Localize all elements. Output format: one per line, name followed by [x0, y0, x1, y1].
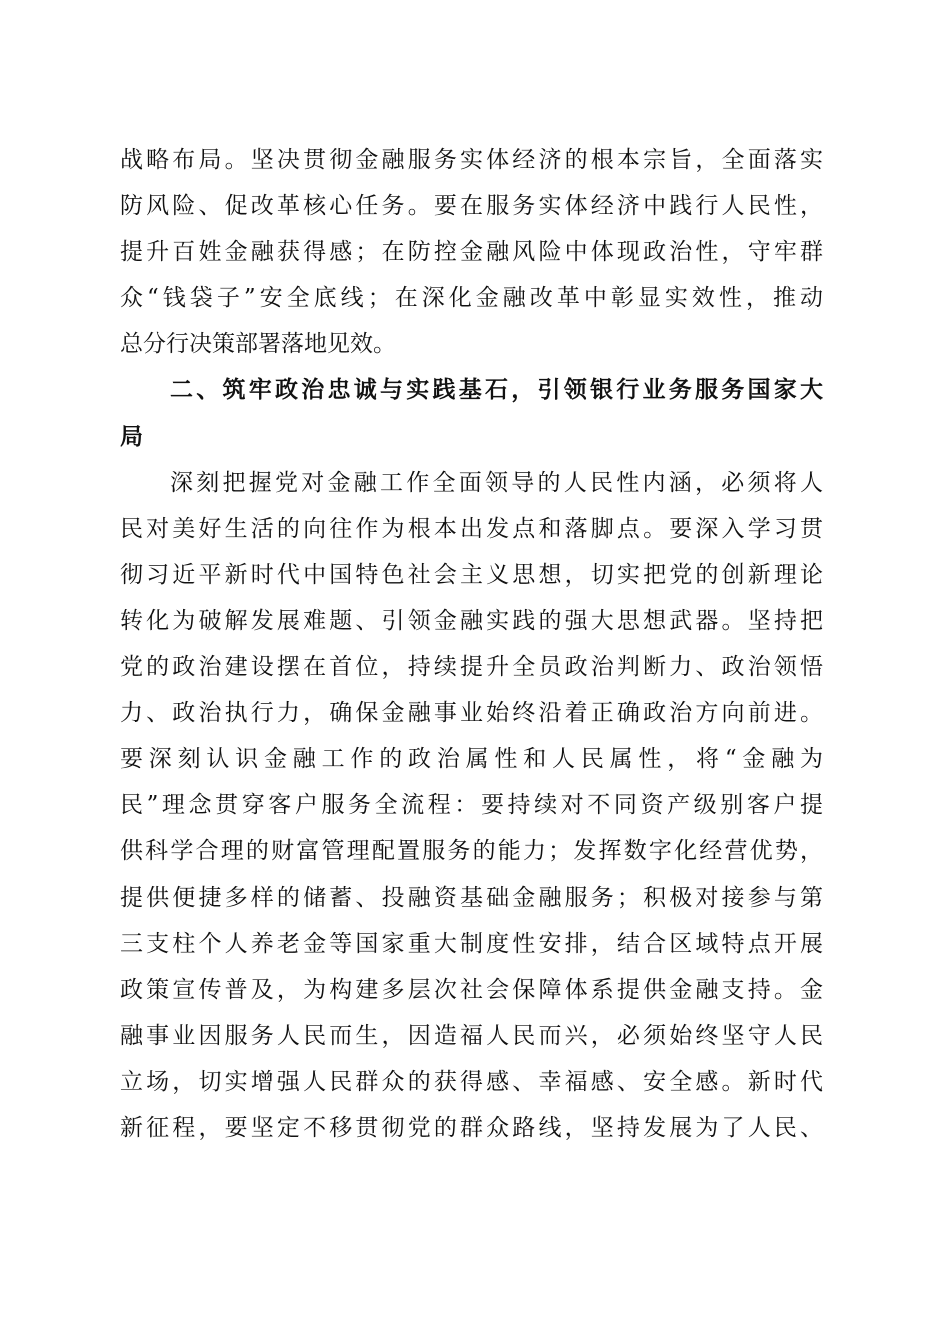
- text-line: 供科学合理的财富管理配置服务的能力；发挥数字化经营优势，: [120, 838, 823, 865]
- text-line: 深刻把握党对金融工作全面领导的人民性内涵，必须将人: [170, 469, 823, 496]
- text-line: 战略布局。坚决贯彻金融服务实体经济的根本宗旨，全面落实: [120, 147, 823, 173]
- text-line: 要深刻认识金融工作的政治属性和人民属性，将“金融为: [120, 746, 823, 773]
- section-heading: [120, 367, 823, 459]
- text-line: 三支柱个人养老金等国家重大制度性安排，结合区域特点开展: [120, 930, 823, 957]
- text-line: 新征程，要坚定不移贯彻党的群众路线，坚持发展为了人民、: [120, 1114, 823, 1141]
- text-line: 融事业因服务人民而生，因造福人民而兴，必须始终坚守人民: [120, 1022, 823, 1049]
- text-line: 力、政治执行力，确保金融事业始终沿着正确政治方向前进。: [120, 700, 823, 727]
- heading-line: 局: [120, 423, 143, 450]
- text-line: 民”理念贯穿客户服务全流程：要持续对不同资产级别客户提: [120, 792, 823, 819]
- text-line: 转化为破解发展难题、引领金融实践的强大思想武器。坚持把: [120, 607, 823, 634]
- text-line: 总分行决策部署落地见效。: [120, 331, 396, 358]
- text-line: 民对美好生活的向往作为根本出发点和落脚点。要深入学习贯: [120, 515, 823, 542]
- paragraph-2: [120, 460, 823, 1151]
- paragraph-1: [120, 137, 823, 367]
- text-line: 众“钱袋子”安全底线；在深化金融改革中彰显实效性，推动: [120, 285, 823, 312]
- text-line: 提供便捷多样的储蓄、投融资基础金融服务；积极对接参与第: [120, 884, 823, 911]
- text-line: 立场，切实增强人民群众的获得感、幸福感、安全感。新时代: [120, 1068, 823, 1095]
- text-line: 彻习近平新时代中国特色社会主义思想，切实把党的创新理论: [120, 561, 823, 588]
- text-line: 提升百姓金融获得感；在防控金融风险中体现政治性，守牢群: [120, 239, 823, 266]
- text-line: 防风险、促改革核心任务。要在服务实体经济中践行人民性，: [120, 193, 823, 220]
- document-page: [120, 137, 823, 1151]
- heading-line: 二、筑牢政治忠诚与实践基石，引领银行业务服务国家大: [170, 377, 823, 404]
- text-line: 党的政治建设摆在首位，持续提升全员政治判断力、政治领悟: [120, 654, 823, 681]
- text-line: 政策宣传普及，为构建多层次社会保障体系提供金融支持。金: [120, 976, 823, 1003]
